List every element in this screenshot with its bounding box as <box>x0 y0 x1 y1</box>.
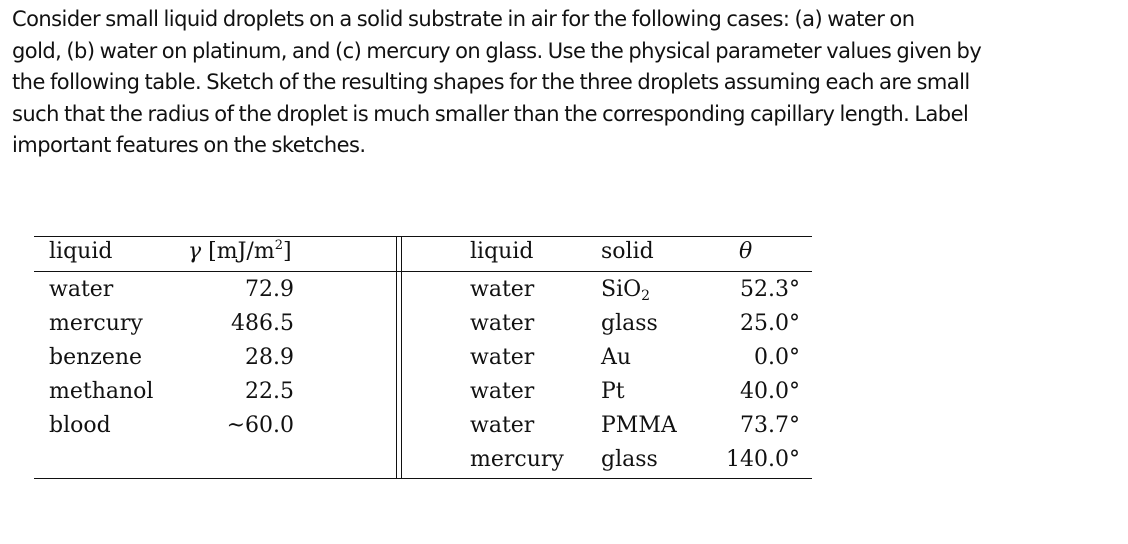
table-divider-left <box>396 236 397 479</box>
header-solid: solid <box>601 239 654 264</box>
table-bottom-rule <box>34 478 812 479</box>
right-row-3-liquid: water <box>470 345 535 370</box>
left-row-5-gamma: ~60.0 <box>226 413 294 438</box>
left-row-3-liquid: benzene <box>49 345 143 370</box>
right-row-6-theta: 140.0° <box>726 447 800 472</box>
right-row-1-liquid: water <box>470 277 535 302</box>
left-row-5-liquid: blood <box>49 413 111 438</box>
problem-line-3: the following table. Sketch of the resulting shapes for the three droplets assuming each are small <box>12 70 970 94</box>
problem-line-5: important features on the sketches. <box>12 133 366 157</box>
table-header-rule <box>34 271 812 272</box>
right-row-5-theta: 73.7° <box>740 413 800 438</box>
problem-line-4: such that the radius of the droplet is much smaller than the corresponding capillary length. Label <box>12 101 969 126</box>
left-row-3-gamma: 28.9 <box>245 345 294 370</box>
left-row-1-liquid: water <box>49 277 114 302</box>
right-row-6-solid: glass <box>601 447 658 472</box>
header-contact-angle: θ <box>739 239 753 264</box>
right-row-2-liquid: water <box>470 311 535 336</box>
problem-line-2: gold, (b) water on platinum, and (c) mercury on glass. Use the physical parameter values given by <box>12 38 982 63</box>
header-liquid-right: liquid <box>470 239 534 264</box>
right-row-1-solid: SiO$_2$ <box>601 277 651 304</box>
right-row-2-theta: 25.0° <box>740 311 800 336</box>
right-row-1-theta: 52.3° <box>740 277 800 302</box>
right-row-4-solid: Pt <box>601 379 625 404</box>
left-row-1-gamma: 72.9 <box>245 277 294 302</box>
right-row-5-liquid: water <box>470 413 535 438</box>
right-row-6-liquid: mercury <box>470 447 564 472</box>
right-row-3-solid: Au <box>601 345 632 370</box>
left-row-2-liquid: mercury <box>49 311 143 336</box>
left-row-4-liquid: methanol <box>49 379 154 404</box>
table-divider-right <box>401 236 402 479</box>
right-row-2-solid: glass <box>601 311 658 336</box>
right-row-4-liquid: water <box>470 379 535 404</box>
problem-line-1: Consider small liquid droplets on a solid substrate in air for the following cases: (a) water on <box>12 7 915 31</box>
left-row-4-gamma: 22.5 <box>245 379 294 404</box>
left-row-2-gamma: 486.5 <box>231 311 294 336</box>
table-top-rule <box>34 236 812 237</box>
right-row-5-solid: PMMA <box>601 413 677 438</box>
right-row-4-theta: 40.0° <box>740 379 800 404</box>
right-row-3-theta: 0.0° <box>754 345 800 370</box>
property-table <box>34 236 812 479</box>
problem-statement <box>12 4 1120 162</box>
header-liquid-left: liquid <box>49 239 113 264</box>
header-surface-tension: γ $[mJ/m^2]$ <box>188 238 292 264</box>
